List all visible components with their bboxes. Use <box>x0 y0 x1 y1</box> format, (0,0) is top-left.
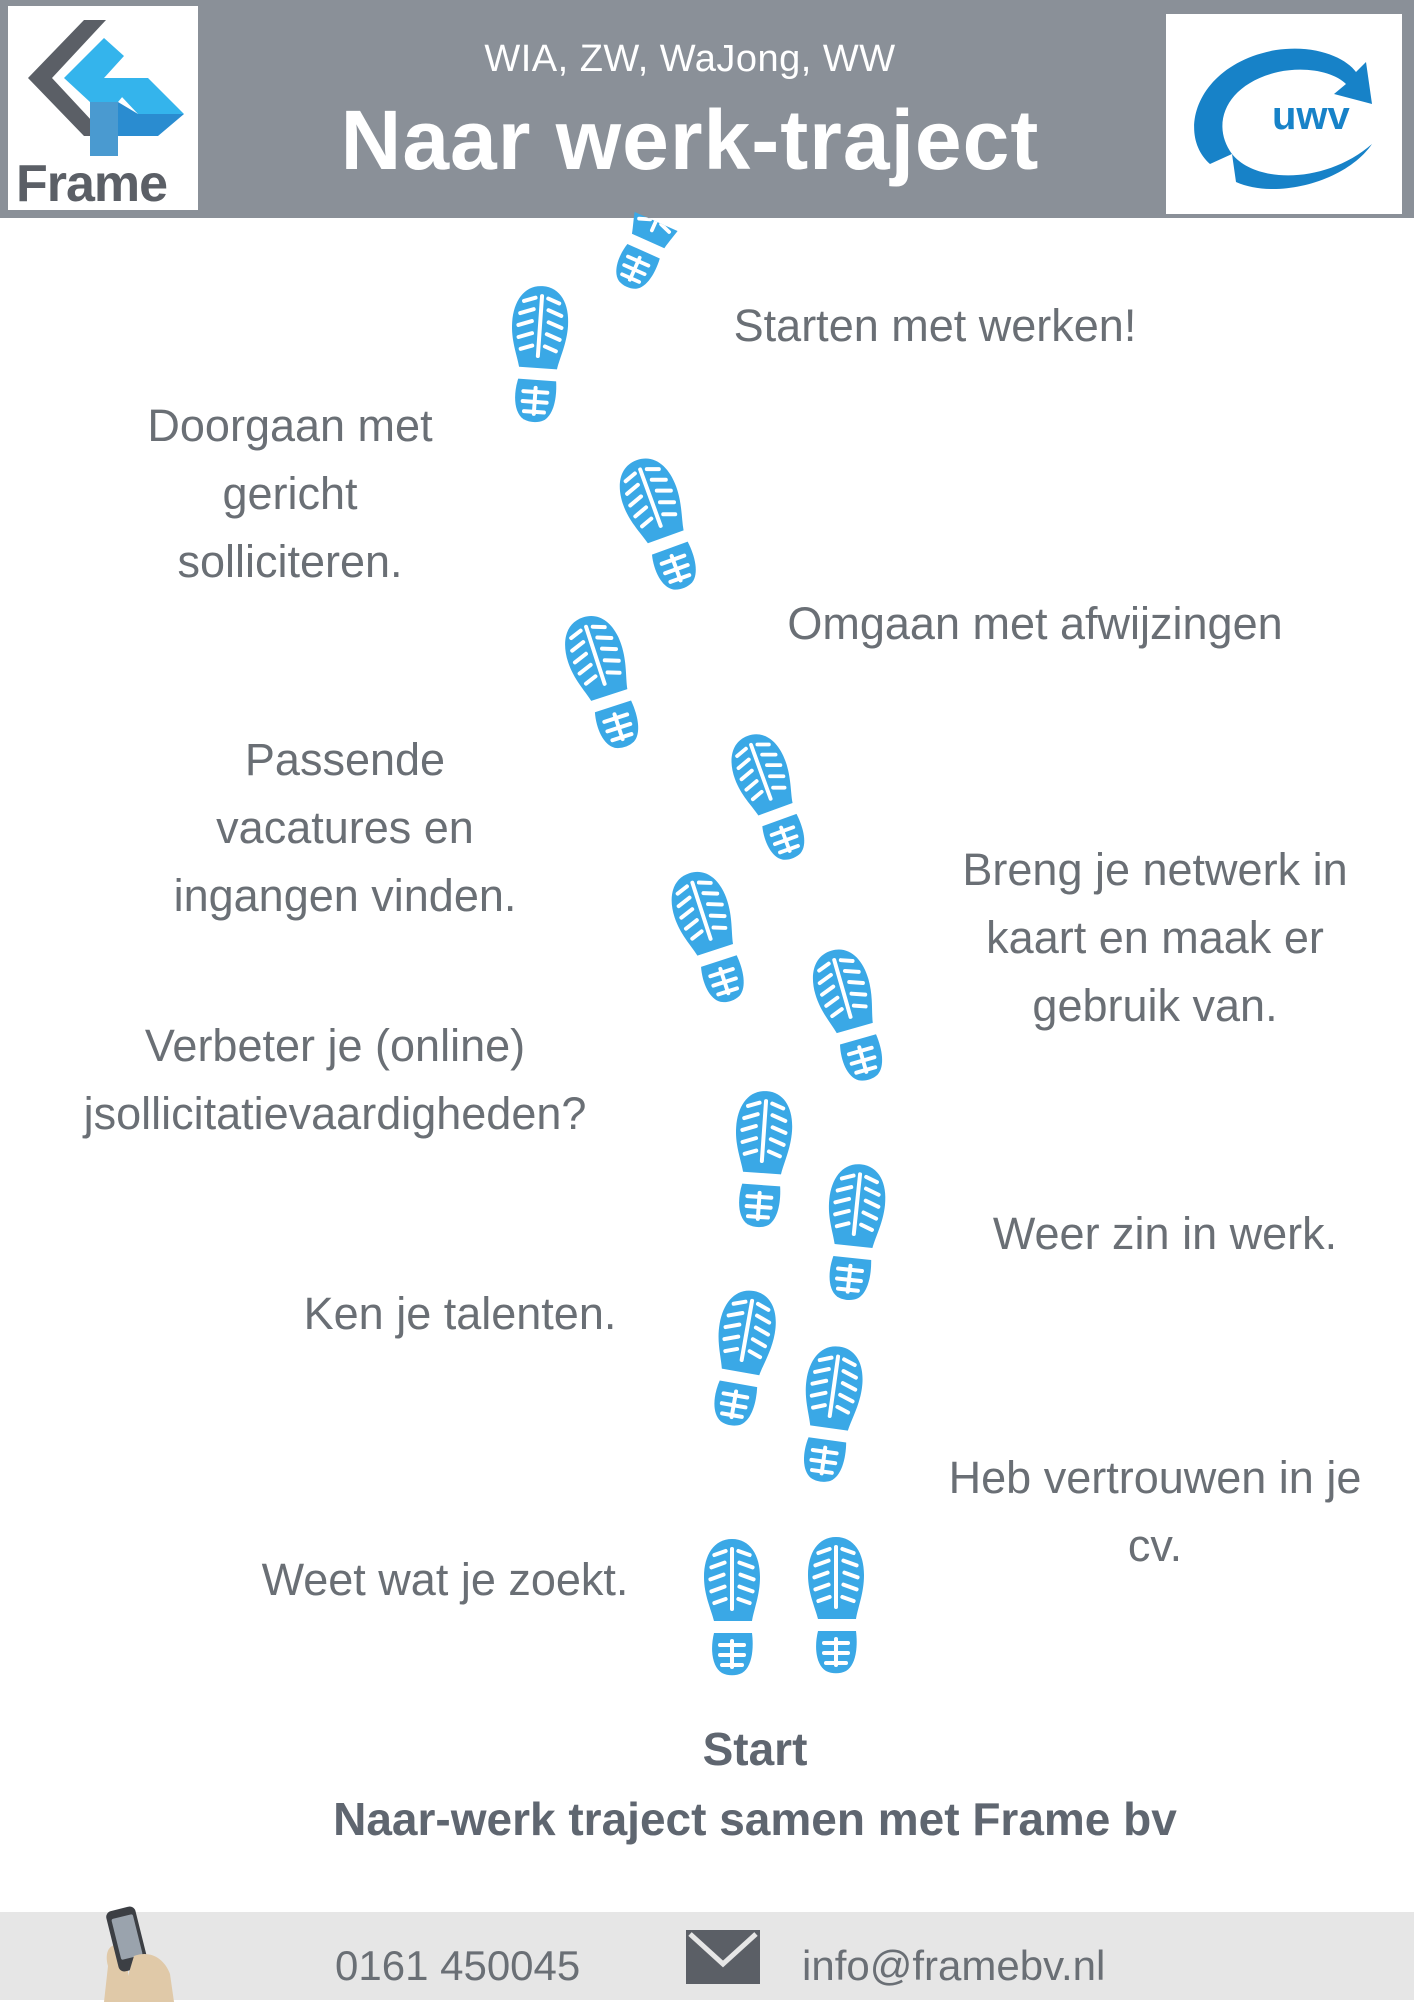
page-title: Naar werk-traject <box>340 93 1040 187</box>
footprint-icon <box>503 280 573 428</box>
start-subtitle: Naar-werk traject samen met Frame bv <box>333 1793 1177 1845</box>
footprint-icon <box>660 862 760 1012</box>
step-verbeter-vaardigheden: Verbeter je (online) jsollicitatievaardigheden? <box>83 1020 587 1139</box>
footprint-icon <box>806 1534 866 1676</box>
step-vertrouwen-cv: Heb vertrouwen in je cv. <box>948 1452 1362 1571</box>
footprint-icon <box>599 210 682 304</box>
step-weer-zin: Weer zin in werk. <box>992 1208 1338 1259</box>
email-link[interactable]: info@framebv.nl <box>802 1942 1106 1989</box>
step-passende-vacatures: Passende vacatures en ingangen vinden. <box>173 734 517 921</box>
uwv-logo <box>1166 14 1402 214</box>
hand-phone-icon <box>94 1906 184 2002</box>
header-banner <box>0 0 1414 218</box>
step-netwerk: Breng je netwerk in kaart en maak er gebruik van. <box>962 844 1348 1031</box>
footprint-icon <box>700 1282 784 1434</box>
step-weet-wat-je-zoekt: Weet wat je zoekt. <box>261 1554 629 1605</box>
contact-footer <box>0 1912 1414 2000</box>
footprint-icon <box>608 448 712 600</box>
page-subtitle: WIA, ZW, WaJong, WW <box>484 38 896 80</box>
start-label: Start <box>702 1723 808 1775</box>
footprint-icon <box>791 1341 870 1488</box>
footprint-icon <box>719 724 821 870</box>
frame-logo <box>8 6 198 213</box>
footprint-icon <box>727 1086 797 1232</box>
uwv-logo-text: uwv <box>1272 94 1350 138</box>
footprint-icon <box>802 940 898 1089</box>
phone-number[interactable]: 0161 450045 <box>335 1942 581 1989</box>
step-starten-met-werken: Starten met werken! <box>733 300 1137 351</box>
frame-logo-text: Frame <box>16 155 168 213</box>
footprint-icon <box>702 1534 762 1680</box>
step-omgaan-afwijzingen: Omgaan met afwijzingen <box>787 598 1283 649</box>
step-ken-talenten: Ken je talenten. <box>303 1288 617 1339</box>
step-doorgaan-solliciteren: Doorgaan met gericht solliciteren. <box>147 400 433 587</box>
footprint-icon <box>817 1159 891 1305</box>
envelope-icon <box>686 1930 760 1984</box>
